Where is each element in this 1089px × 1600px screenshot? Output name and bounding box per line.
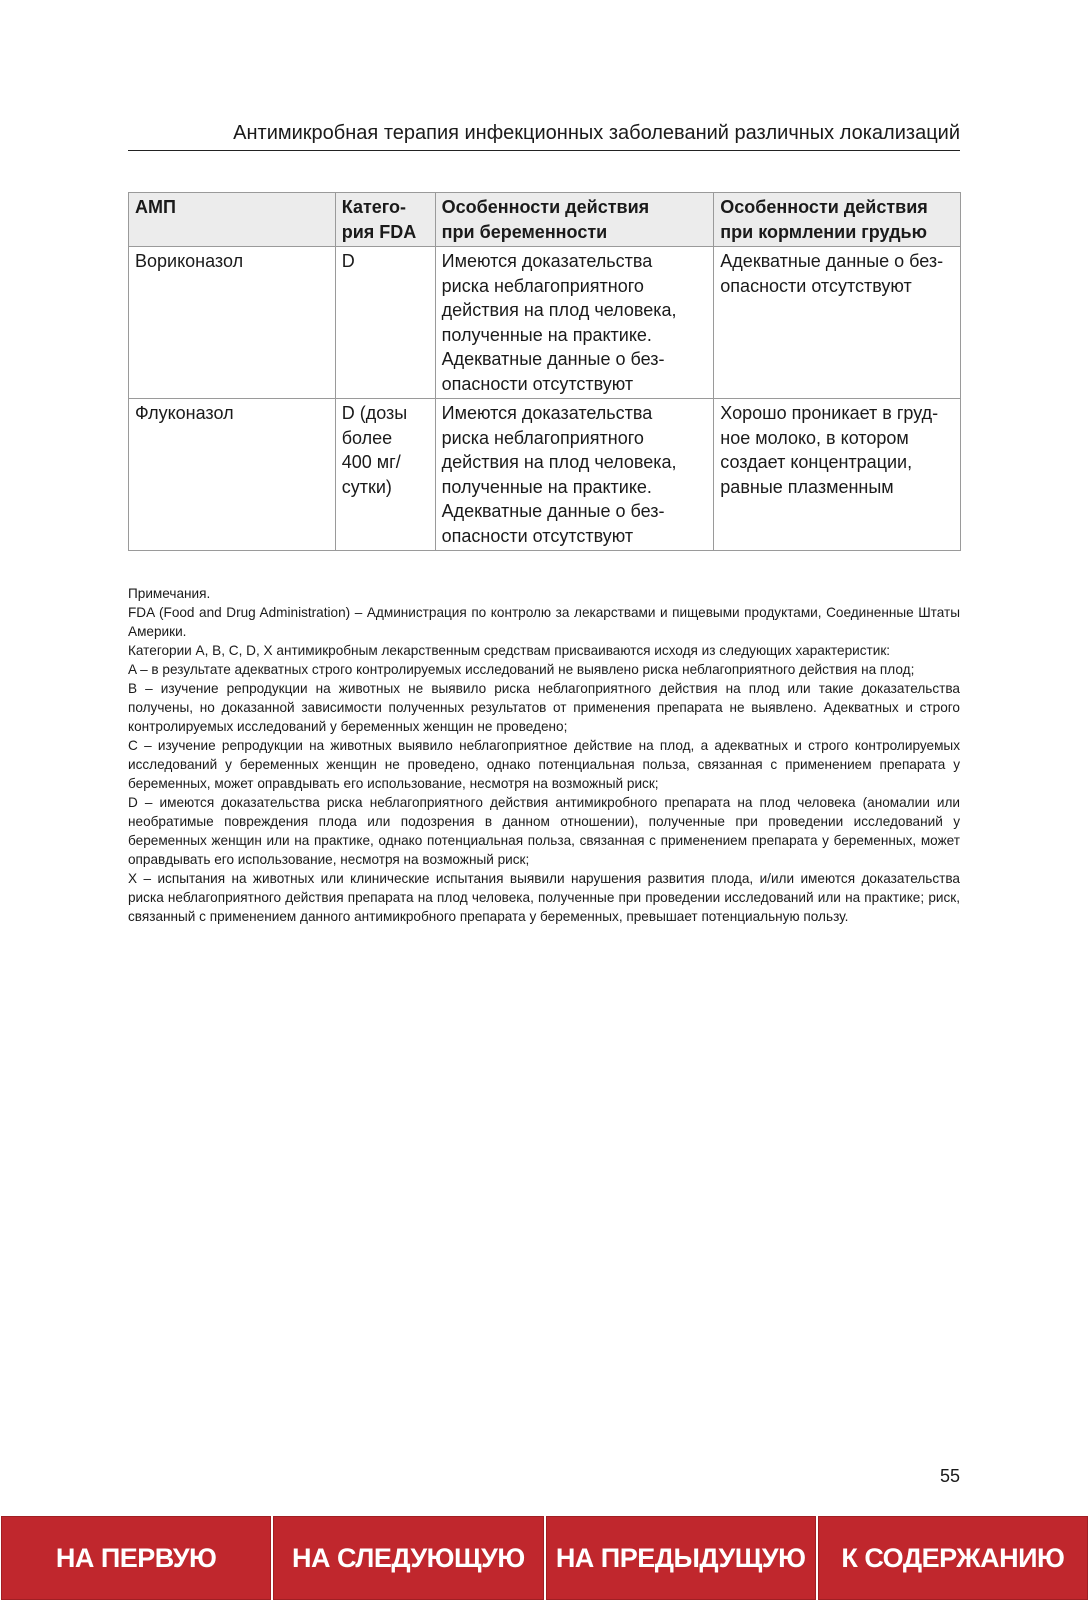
cell-drug: Вориконазол	[129, 247, 336, 399]
nav-prev-button[interactable]: НА ПРЕДЫДУЩУЮ	[546, 1516, 816, 1600]
cell-pregnancy: Имеются доказательства риска неблагоприятного действия на плод человека, полученные на практике. Адекватные данные о без- опасности отсутствуют	[435, 247, 714, 399]
note-fda: FDA (Food and Drug Administration) – Администрация по контролю за лекарствами и пищевыми продуктами, Соединенные Штаты Америки.	[128, 605, 960, 639]
note-category-x: X – испытания на животных или клинические испытания выявили нарушения развития плода, и/или имеются доказательства риска неблагоприятного действия препарата на плод человека, полученные при проведении исследований или на практике; риск, связанный с применением данного антимикробного препарата у беременных, превышает потенциальную пользу.	[128, 871, 960, 924]
header-pregnancy: Особенности действия при беременности	[435, 193, 714, 247]
note-category-d: D – имеются доказательства риска неблагоприятного действия антимикробного препарата на плод человека (аномалии или необратимые повреждения плода или подозрения в данном отношении), полученные при проведении исследований у беременных женщин или на практике, однако потенциальная польза, связанная с применением препарата у беременных, может оправдывать его использование, несмотря на возможный риск;	[128, 795, 960, 867]
table-row	[129, 399, 961, 551]
note-categories-intro: Категории A, B, C, D, X антимикробным лекарственным средствам присваиваются исходя из следующих характеристик:	[128, 643, 891, 658]
header-fda-category: Катего- рия FDA	[335, 193, 435, 247]
note-category-c: C – изучение репродукции на животных выявило неблагоприятное действие на плод, а адекватных и строго контролируемых исследований у беременных женщин не проведено, однако потенциальная польза, связанная с применением препарата у беременных, может оправдывать его использование, несмотря на возможный риск;	[128, 738, 960, 791]
cell-drug: Флуконазол	[129, 399, 336, 551]
note-category-a: A – в результате адекватных строго контролируемых исследований не выявлено риска неблагоприятного действия на плод;	[128, 662, 915, 677]
cell-category: D	[335, 247, 435, 399]
notes-block	[128, 584, 960, 926]
cell-pregnancy: Имеются доказательства риска неблагоприятного действия на плод человека, полученные на практике. Адекватные данные о без- опасности отсутствуют	[435, 399, 714, 551]
note-category-b: B – изучение репродукции на животных не выявило риска неблагоприятного действия на плод или такие доказательства получены, но доказанной зависимости полученных результатов от применения препарата не выявлено. Адекватных и строго контролируемых исследований у беременных женщин не проведено;	[128, 681, 960, 734]
notes-heading: Примечания.	[128, 586, 211, 601]
page-number: 55	[939, 1466, 960, 1486]
running-title: Антимикробная терапия инфекционных заболеваний различных локализаций	[128, 118, 960, 151]
cell-breastfeeding: Хорошо проникает в груд- ное молоко, в котором создает концентрации, равные плазменным	[714, 399, 961, 551]
header-breastfeeding: Особенности действия при кормлении грудью	[714, 193, 961, 247]
navigation-bar	[0, 1516, 1089, 1600]
header-drug: АМП	[129, 193, 336, 247]
nav-next-button[interactable]: НА СЛЕДУЮЩУЮ	[273, 1516, 543, 1600]
nav-first-button[interactable]: НА ПЕРВУЮ	[1, 1516, 271, 1600]
nav-contents-button[interactable]: К СОДЕРЖАНИЮ	[818, 1516, 1088, 1600]
cell-breastfeeding: Адекватные данные о без- опасности отсутствуют	[714, 247, 961, 399]
table-header-row	[129, 193, 961, 247]
drug-safety-table	[128, 192, 961, 551]
cell-category: D (дозы более 400 мг/ сутки)	[335, 399, 435, 551]
table-row	[129, 247, 961, 399]
